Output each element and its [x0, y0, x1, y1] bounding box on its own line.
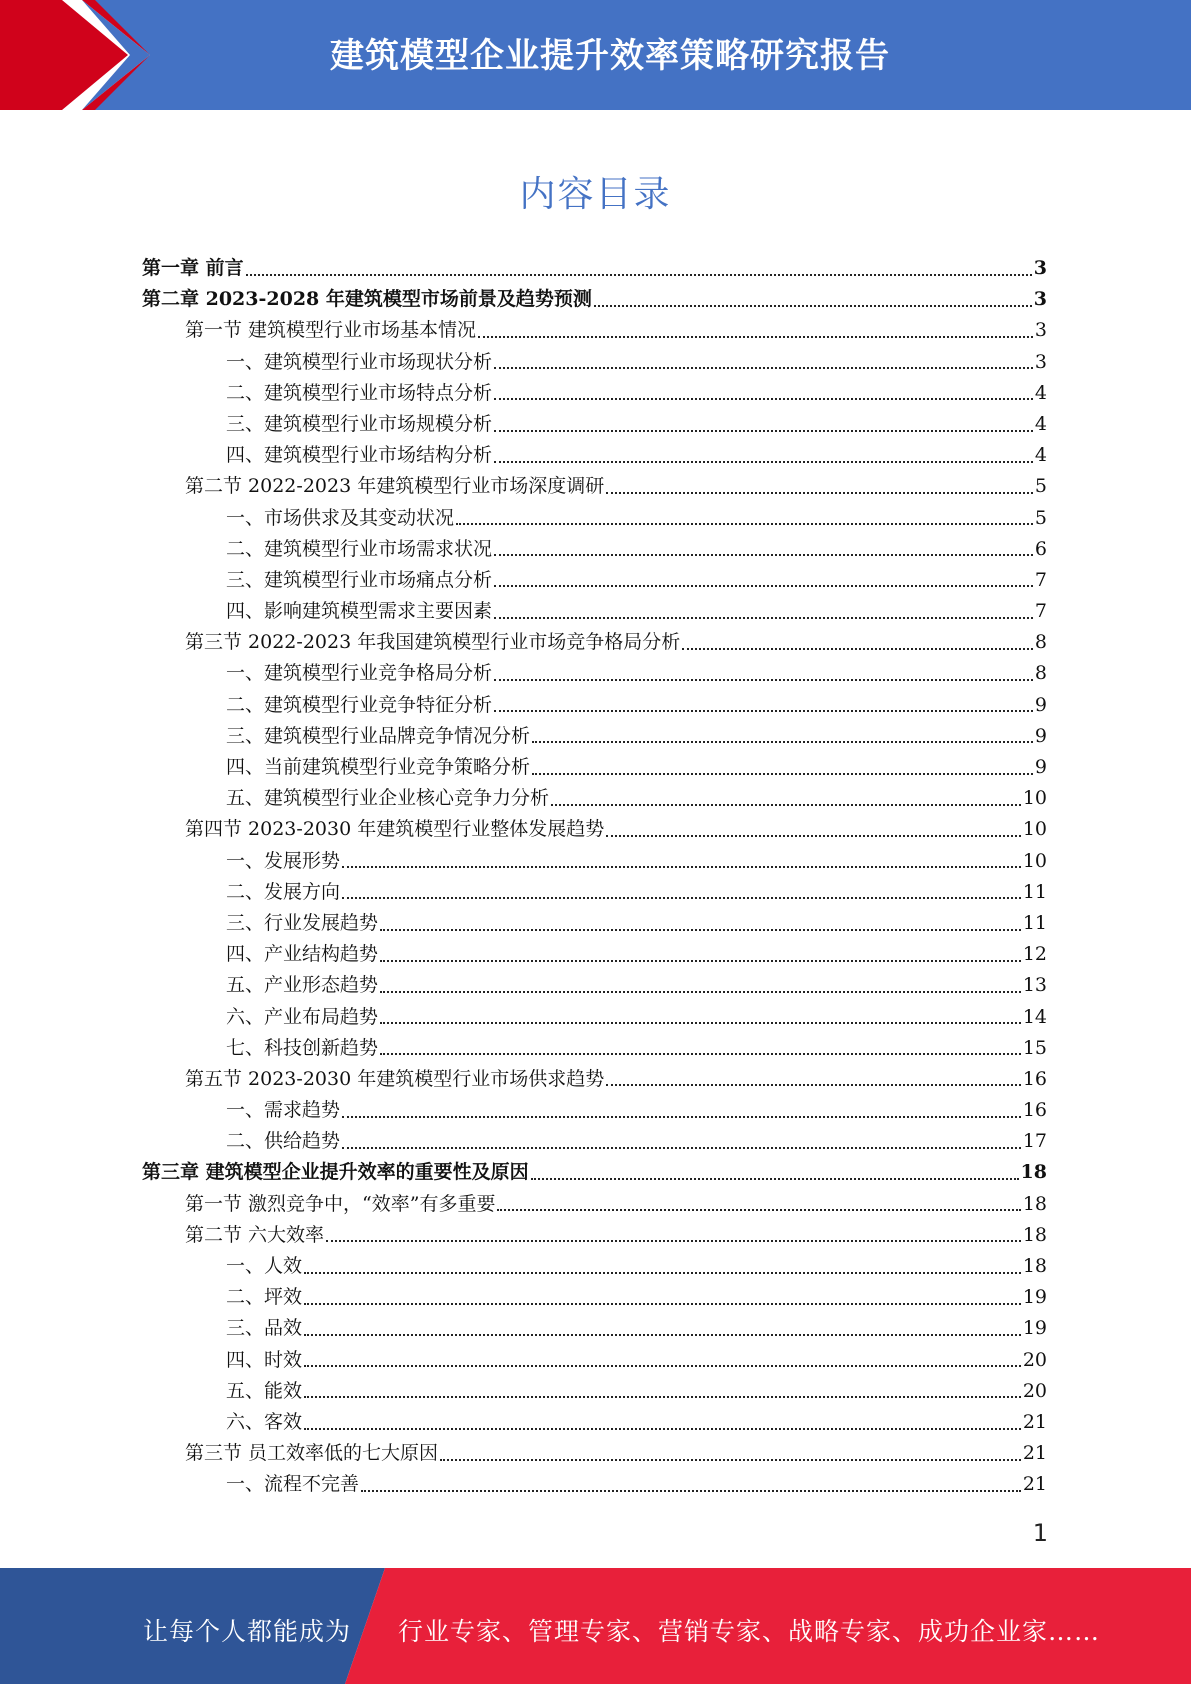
- toc-entry-label: 二、发展方向: [226, 880, 341, 903]
- toc-entry-label: 三、建筑模型行业市场规模分析: [226, 412, 493, 435]
- toc-entry-page: 15: [1022, 1036, 1047, 1059]
- toc-dot-leader: [494, 554, 1033, 556]
- toc-entry-label: 三、建筑模型行业品牌竞争情况分析: [226, 724, 531, 747]
- toc-entry-page: 4: [1034, 412, 1047, 435]
- toc-entry[interactable]: [142, 409, 1047, 440]
- toc-entry-page: 4: [1034, 381, 1047, 404]
- toc-entry-label: 二、坪效: [226, 1286, 303, 1309]
- toc-entry[interactable]: [142, 846, 1047, 877]
- toc-dot-leader: [494, 617, 1033, 619]
- toc-entry-page: 17: [1022, 1130, 1047, 1153]
- toc-entry-label: 第三节 员工效率低的七大原因: [185, 1442, 439, 1465]
- toc-entry-page: 4: [1034, 444, 1047, 467]
- toc-dot-leader: [304, 1272, 1021, 1274]
- table-of-contents: [142, 253, 1047, 1501]
- toc-entry-page: 11: [1022, 880, 1047, 903]
- toc-dot-leader: [380, 1053, 1021, 1055]
- toc-entry-label: 二、供给趋势: [226, 1130, 341, 1153]
- toc-entry-page: 11: [1022, 911, 1047, 934]
- toc-entry-page: 19: [1022, 1317, 1047, 1340]
- toc-entry-label: 四、建筑模型行业市场结构分析: [226, 444, 493, 467]
- toc-dot-leader: [361, 1490, 1021, 1492]
- toc-entry-label: 第一节 建筑模型行业市场基本情况: [185, 319, 477, 342]
- toc-dot-leader: [551, 804, 1021, 806]
- toc-dot-leader: [342, 866, 1021, 868]
- toc-dot-leader: [606, 835, 1021, 837]
- toc-entry[interactable]: [142, 970, 1047, 1001]
- toc-dot-leader: [606, 492, 1033, 494]
- footer-banner: [0, 1568, 1191, 1684]
- toc-entry[interactable]: [142, 1126, 1047, 1157]
- header-banner: [0, 0, 1191, 110]
- toc-entry[interactable]: [142, 1064, 1047, 1095]
- toc-dot-leader: [494, 367, 1033, 369]
- toc-entry-label: 一、人效: [226, 1255, 303, 1277]
- toc-dot-leader: [342, 1147, 1021, 1149]
- toc-entry-page: 6: [1034, 537, 1047, 560]
- toc-entry-label: 三、建筑模型行业市场痛点分析: [226, 568, 493, 591]
- toc-entry[interactable]: [142, 690, 1047, 721]
- toc-entry-page: 21: [1022, 1442, 1047, 1465]
- toc-entry-page: 18: [1022, 1255, 1047, 1277]
- toc-entry-label: 五、产业形态趋势: [226, 974, 379, 997]
- toc-entry[interactable]: [142, 1189, 1047, 1220]
- toc-entry-label: 第三节 2022-2023 年我国建筑模型行业市场竞争格局分析: [185, 631, 681, 654]
- toc-entry[interactable]: [142, 534, 1047, 565]
- toc-entry-label: 四、影响建筑模型需求主要因素: [226, 600, 493, 623]
- toc-entry-label: 一、建筑模型行业市场现状分析: [226, 350, 493, 373]
- toc-entry-page: 18: [1022, 1192, 1047, 1215]
- toc-dot-leader: [494, 679, 1033, 681]
- toc-entry[interactable]: [142, 1407, 1047, 1438]
- page-number: 1: [1032, 1519, 1048, 1547]
- toc-entry-page: 14: [1022, 1005, 1047, 1028]
- toc-entry[interactable]: [142, 783, 1047, 814]
- toc-entry-label: 七、科技创新趋势: [226, 1036, 379, 1059]
- toc-entry-page: 18: [1022, 1223, 1047, 1246]
- toc-entry[interactable]: [142, 1376, 1047, 1407]
- toc-entry-page: 12: [1022, 943, 1047, 966]
- toc-entry[interactable]: [142, 814, 1047, 845]
- toc-entry-page: 9: [1034, 693, 1047, 716]
- toc-entry-page: 9: [1034, 756, 1047, 778]
- toc-entry[interactable]: [142, 877, 1047, 908]
- toc-entry-label: 一、市场供求及其变动状况: [226, 506, 455, 529]
- toc-entry[interactable]: [142, 471, 1047, 502]
- toc-entry[interactable]: [142, 1095, 1047, 1126]
- toc-entry-page: 7: [1034, 600, 1047, 623]
- toc-entry-label: 六、客效: [226, 1410, 303, 1433]
- toc-entry[interactable]: [142, 721, 1047, 752]
- toc-dot-leader: [456, 523, 1033, 525]
- toc-entry[interactable]: [142, 658, 1047, 689]
- toc-dot-leader: [342, 897, 1021, 899]
- toc-entry-page: 3: [1034, 350, 1047, 373]
- toc-entry[interactable]: [142, 1251, 1047, 1282]
- toc-dot-leader: [380, 929, 1021, 931]
- toc-entry-page: 10: [1022, 787, 1047, 810]
- toc-entry[interactable]: [142, 315, 1047, 346]
- toc-entry-label: 六、产业布局趋势: [226, 1005, 379, 1028]
- toc-entry[interactable]: [142, 908, 1047, 939]
- toc-entry-label: 四、当前建筑模型行业竞争策略分析: [226, 756, 531, 778]
- toc-entry[interactable]: [142, 378, 1047, 409]
- toc-entry[interactable]: [142, 503, 1047, 534]
- toc-dot-leader: [494, 710, 1033, 712]
- toc-entry-label: 第二节 六大效率: [185, 1223, 325, 1246]
- toc-dot-leader: [532, 773, 1033, 775]
- toc-entry-page: 16: [1022, 1099, 1047, 1122]
- toc-entry-label: 一、需求趋势: [226, 1099, 341, 1122]
- toc-entry-page: 13: [1022, 974, 1047, 997]
- toc-entry[interactable]: [142, 1282, 1047, 1313]
- toc-entry-label: 五、建筑模型行业企业核心竞争力分析: [226, 787, 550, 810]
- toc-entry[interactable]: [142, 596, 1047, 627]
- toc-entry-page: 8: [1034, 662, 1047, 685]
- toc-dot-leader: [342, 1116, 1021, 1118]
- toc-entry-page: 20: [1022, 1379, 1047, 1402]
- toc-dot-leader: [304, 1334, 1021, 1336]
- toc-entry-label: 一、流程不完善: [226, 1473, 360, 1496]
- toc-entry-page: 20: [1022, 1348, 1047, 1371]
- toc-entry-label: 一、发展形势: [226, 849, 341, 872]
- toc-entry[interactable]: [142, 939, 1047, 970]
- toc-dot-leader: [440, 1459, 1021, 1461]
- toc-entry-page: 19: [1022, 1286, 1047, 1309]
- toc-entry[interactable]: [142, 1469, 1047, 1500]
- toc-dot-leader: [304, 1428, 1021, 1430]
- toc-entry-label: 三、品效: [226, 1317, 303, 1340]
- toc-entry-label: 一、建筑模型行业竞争格局分析: [226, 662, 493, 685]
- toc-entry-page: 18: [1020, 1161, 1047, 1184]
- toc-entry-page: 21: [1022, 1410, 1047, 1433]
- toc-entry-label: 第二章 2023-2028 年建筑模型市场前景及趋势预测: [142, 288, 592, 311]
- toc-dot-leader: [304, 1365, 1021, 1367]
- toc-entry[interactable]: [142, 1157, 1047, 1188]
- toc-entry-label: 第二节 2022-2023 年建筑模型行业市场深度调研: [185, 475, 605, 498]
- toc-entry[interactable]: [142, 627, 1047, 658]
- toc-entry[interactable]: [142, 284, 1047, 315]
- toc-dot-leader: [494, 398, 1033, 400]
- toc-entry-page: 16: [1022, 1067, 1047, 1090]
- footer-slogan-right: 行业专家、管理专家、营销专家、战略专家、成功企业家……: [398, 1617, 1101, 1646]
- toc-entry[interactable]: [142, 1002, 1047, 1033]
- toc-dot-leader: [532, 741, 1033, 743]
- toc-dot-leader: [380, 1022, 1021, 1024]
- toc-dot-leader: [494, 585, 1033, 587]
- toc-entry[interactable]: [142, 253, 1047, 284]
- toc-dot-leader: [606, 1084, 1021, 1086]
- toc-entry-label: 第一节 激烈竞争中，“效率”有多重要: [185, 1192, 496, 1215]
- toc-entry-page: 3: [1034, 319, 1047, 342]
- toc-entry[interactable]: [142, 347, 1047, 378]
- toc-entry[interactable]: [142, 1438, 1047, 1469]
- footer-slogan-left: 让每个人都能成为: [143, 1617, 352, 1646]
- toc-dot-leader: [326, 1240, 1021, 1242]
- toc-entry-page: 8: [1034, 631, 1047, 654]
- toc-dot-leader: [478, 336, 1033, 338]
- toc-dot-leader: [494, 430, 1033, 432]
- toc-entry[interactable]: [142, 1345, 1047, 1376]
- toc-entry-page: 9: [1034, 724, 1047, 747]
- toc-entry-label: 第五节 2023-2030 年建筑模型行业市场供求趋势: [185, 1067, 605, 1090]
- toc-dot-leader: [494, 461, 1033, 463]
- toc-entry-page: 7: [1034, 568, 1047, 591]
- toc-entry[interactable]: [142, 440, 1047, 471]
- toc-entry-page: 3: [1033, 257, 1047, 279]
- toc-entry-label: 第一章 前言: [142, 257, 244, 279]
- toc-dot-leader: [304, 1303, 1021, 1305]
- toc-entry-page: 10: [1022, 818, 1047, 841]
- toc-dot-leader: [246, 274, 1032, 276]
- toc-dot-leader: [304, 1396, 1021, 1398]
- toc-entry-page: 5: [1034, 475, 1047, 498]
- toc-entry-page: 21: [1022, 1473, 1047, 1496]
- toc-entry[interactable]: [142, 1313, 1047, 1344]
- toc-entry[interactable]: [142, 1220, 1047, 1251]
- toc-dot-leader: [497, 1209, 1020, 1211]
- toc-entry[interactable]: [142, 565, 1047, 596]
- toc-dot-leader: [594, 305, 1032, 307]
- toc-entry-page: 5: [1034, 506, 1047, 529]
- report-title: 建筑模型企业提升效率策略研究报告: [330, 36, 890, 76]
- toc-entry-page: 3: [1033, 288, 1047, 311]
- toc-entry-label: 五、能效: [226, 1379, 303, 1402]
- toc-dot-leader: [531, 1178, 1019, 1180]
- toc-entry-label: 二、建筑模型行业市场需求状况: [226, 537, 493, 560]
- toc-entry-label: 四、产业结构趋势: [226, 943, 379, 966]
- toc-entry-page: 10: [1022, 849, 1047, 872]
- toc-entry[interactable]: [142, 752, 1047, 783]
- toc-entry-label: 第三章 建筑模型企业提升效率的重要性及原因: [142, 1161, 529, 1184]
- toc-dot-leader: [682, 648, 1033, 650]
- toc-entry-label: 第四节 2023-2030 年建筑模型行业整体发展趋势: [185, 818, 605, 841]
- toc-entry-label: 二、建筑模型行业市场特点分析: [226, 381, 493, 404]
- toc-dot-leader: [380, 991, 1021, 993]
- toc-heading: 内容目录: [519, 174, 672, 215]
- toc-entry-label: 四、时效: [226, 1348, 303, 1371]
- toc-entry-label: 三、行业发展趋势: [226, 911, 379, 934]
- toc-dot-leader: [380, 960, 1021, 962]
- toc-entry-label: 二、建筑模型行业竞争特征分析: [226, 693, 493, 716]
- toc-entry[interactable]: [142, 1033, 1047, 1064]
